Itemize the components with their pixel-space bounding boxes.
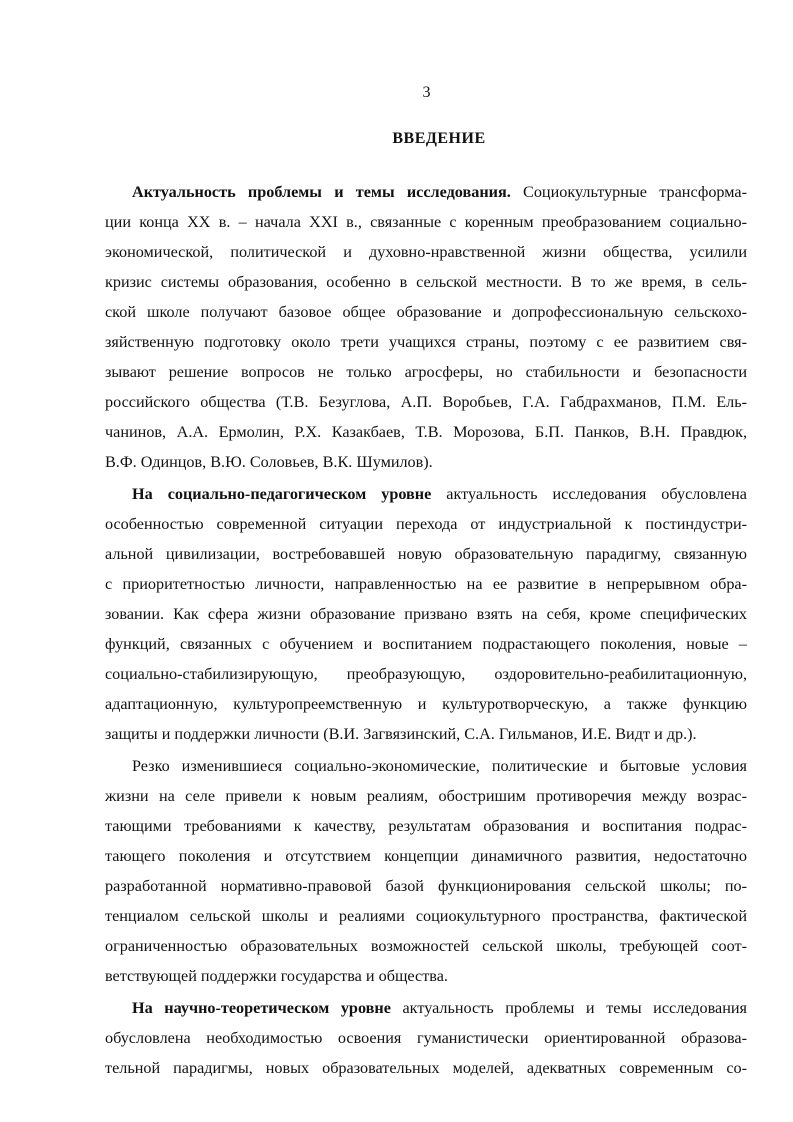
text-line: альной цивилизации, востребовавшей новую образовательную парадигму, связанную — [105, 545, 747, 563]
bold-lead: На социально-педагогическом уровне — [132, 485, 432, 503]
text-line: экономической, политической и духовно-нравственной жизни общества, усилили — [105, 243, 747, 261]
text-line: чанинов, А.А. Ермолин, Р.Х. Казакбаев, Т.В. Морозова, Б.П. Панков, В.Н. Правдюк, — [105, 423, 747, 441]
text-line: ции конца XX в. – начала XXI в., связанные с коренным преобразованием социально- — [105, 213, 747, 231]
text-line: функций, связанных с обучением и воспитанием подрастающего поколения, новые – — [105, 635, 747, 653]
text-line: тающего поколения и отсутствием концепции динамичного развития, недостаточно — [105, 847, 747, 865]
text-line: зывают решение вопросов не только агросферы, но стабильности и безопасности — [105, 363, 747, 381]
text-line: Резко изменившиеся социально-экономические, политические и бытовые условия — [132, 757, 747, 775]
text-line: с приоритетностью личности, направленностью на ее развитие в непрерывном обра- — [105, 575, 747, 593]
bold-lead: Актуальность проблемы и темы исследования. — [132, 183, 511, 201]
section-title: ВВЕДЕНИЕ — [392, 130, 486, 147]
text-line: обусловлена необходимостью освоения гуманистически ориентированной образова- — [105, 1029, 747, 1047]
text-line: особенностью современной ситуации перехода от индустриальной к постиндустри- — [105, 515, 747, 533]
text-line: зовании. Как сфера жизни образование призвано взять на себя, кроме специфических — [105, 605, 747, 623]
text-line: зяйственную подготовку около трети учащихся страны, поэтому с ее развитием свя- — [105, 333, 747, 351]
bold-lead: На научно-теоретическом уровне — [132, 999, 391, 1017]
text-line: российского общества (Т.В. Безуглова, А.П. Воробьев, Г.А. Габдрахманов, П.М. Ель- — [105, 393, 747, 411]
text-line: В.Ф. Одинцов, В.Ю. Соловьев, В.К. Шумилов). — [105, 453, 433, 471]
text-line: тельной парадигмы, новых образовательных моделей, адекватных современным со- — [105, 1059, 747, 1077]
text-line: разработанной нормативно-правовой базой функционирования сельской школы; по- — [105, 877, 747, 895]
text-line: социально-стабилизирующую, преобразующую, оздоровительно-реабилитационную, — [105, 665, 747, 683]
text-line: ветствующей поддержки государства и общества. — [105, 967, 448, 985]
text-line: Актуальность проблемы и темы исследования. Социокультурные трансформа- — [132, 183, 747, 201]
text-line: защиты и поддержки личности (В.И. Загвязинский, С.А. Гильманов, И.Е. Видт и др.). — [105, 725, 697, 743]
text-line: На научно-теоретическом уровне актуальность проблемы и темы исследования — [132, 999, 747, 1017]
text-line: адаптационную, культуропреемственную и культуротворческую, а также функцию — [105, 695, 747, 713]
text-line: ской школе получают базовое общее образование и допрофессиональную сельскохо- — [105, 303, 747, 321]
text-line: тенциалом сельской школы и реалиями социокультурного пространства, фактической — [105, 907, 747, 925]
text-line: кризис системы образования, особенно в сельской местности. В то же время, в сель- — [105, 273, 747, 291]
text-line: жизни на селе привели к новым реалиям, обостришим противоречия между возрас- — [105, 787, 747, 805]
page-number: 3 — [422, 84, 431, 101]
text-line: ограниченностью образовательных возможностей сельской школы, требующей соот- — [105, 937, 747, 955]
text-line: тающими требованиями к качеству, результатам образования и воспитания подрас- — [105, 817, 747, 835]
text-line: На социально-педагогическом уровне актуальность исследования обусловлена — [132, 485, 747, 503]
